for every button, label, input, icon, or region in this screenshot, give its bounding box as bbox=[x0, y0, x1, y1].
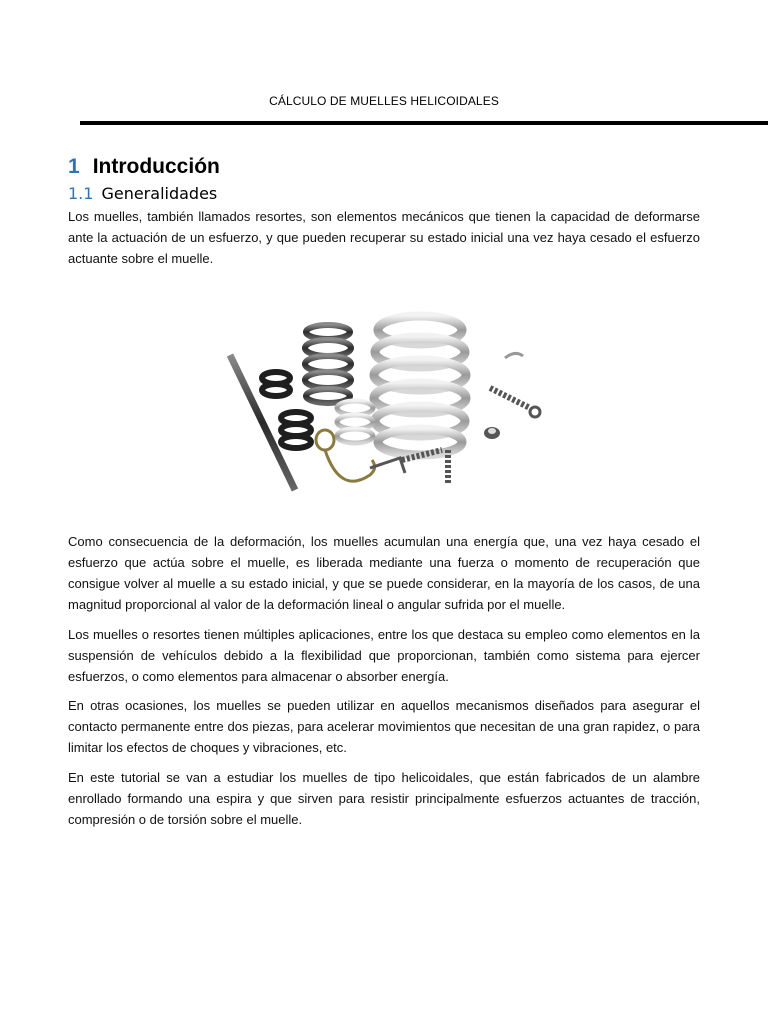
subsection-title: Generalidades bbox=[101, 184, 218, 203]
document-header-title: CÁLCULO DE MUELLES HELICOIDALES bbox=[269, 94, 499, 108]
paragraph-tutorial-scope: En este tutorial se van a estudiar los muelles de tipo helicoidales, que están fabricados de un alambre enrollado formando una espira y que sirven para resistir principalmente esfuerzos actuantes de tracción, compresión o de torsión sobre el muelle. bbox=[68, 770, 700, 827]
section-heading bbox=[68, 155, 220, 179]
springs-image bbox=[220, 300, 550, 500]
hook-spring-shape bbox=[505, 353, 523, 358]
small-nut-shape bbox=[484, 427, 500, 439]
section-title: Introducción bbox=[92, 155, 220, 178]
subsection-heading bbox=[68, 184, 217, 203]
torsion-spring-shape bbox=[316, 430, 375, 481]
paragraph-other-uses: En otras ocasiones, los muelles se pueden utilizar en aquellos mecanismos diseñados para asegurar el contacto permanente entre dos piezas, para acelerar movimientos que necesitan de una gran rapidez, o para limitar los efectos de choques y vibraciones, etc. bbox=[68, 698, 700, 755]
paragraph-intro: Los muelles, también llamados resortes, son elementos mecánicos que tienen la capacidad de deformarse ante la actuación de un esfuerzo, y que pueden recuperar su estado inicial una vez haya cesado el esfuerzo actuante sobre el muelle. bbox=[68, 209, 700, 266]
small-silver-spring-shape bbox=[337, 401, 373, 443]
header-divider bbox=[80, 121, 768, 125]
section-number: 1 bbox=[68, 155, 80, 178]
subsection-number: 1.1 bbox=[68, 184, 94, 203]
dark-compression-spring-shape bbox=[305, 325, 351, 403]
large-compression-spring-shape bbox=[374, 316, 466, 455]
paragraph-applications: Los muelles o resortes tienen múltiples aplicaciones, entre los que destaca su empleo como elementos en la suspensión de vehículos debido a la flexibilidad que proporcionan, también como sistema para ejercer esfuerzos, o como elementos para almacenar o absorber energía. bbox=[68, 627, 700, 684]
paragraph-deformation: Como consecuencia de la deformación, los muelles acumulan una energía que, una vez haya cesado el esfuerzo que actúa sobre el muelle, es liberada mediante una fuerza o momento de recuperación que consigue volver al muelle a su estado inicial, y que se puede considerar, en la mayoría de los casos, de una magnitud proporcional al valor de la deformación lineal o angular sufrida por el muelle. bbox=[68, 534, 700, 612]
